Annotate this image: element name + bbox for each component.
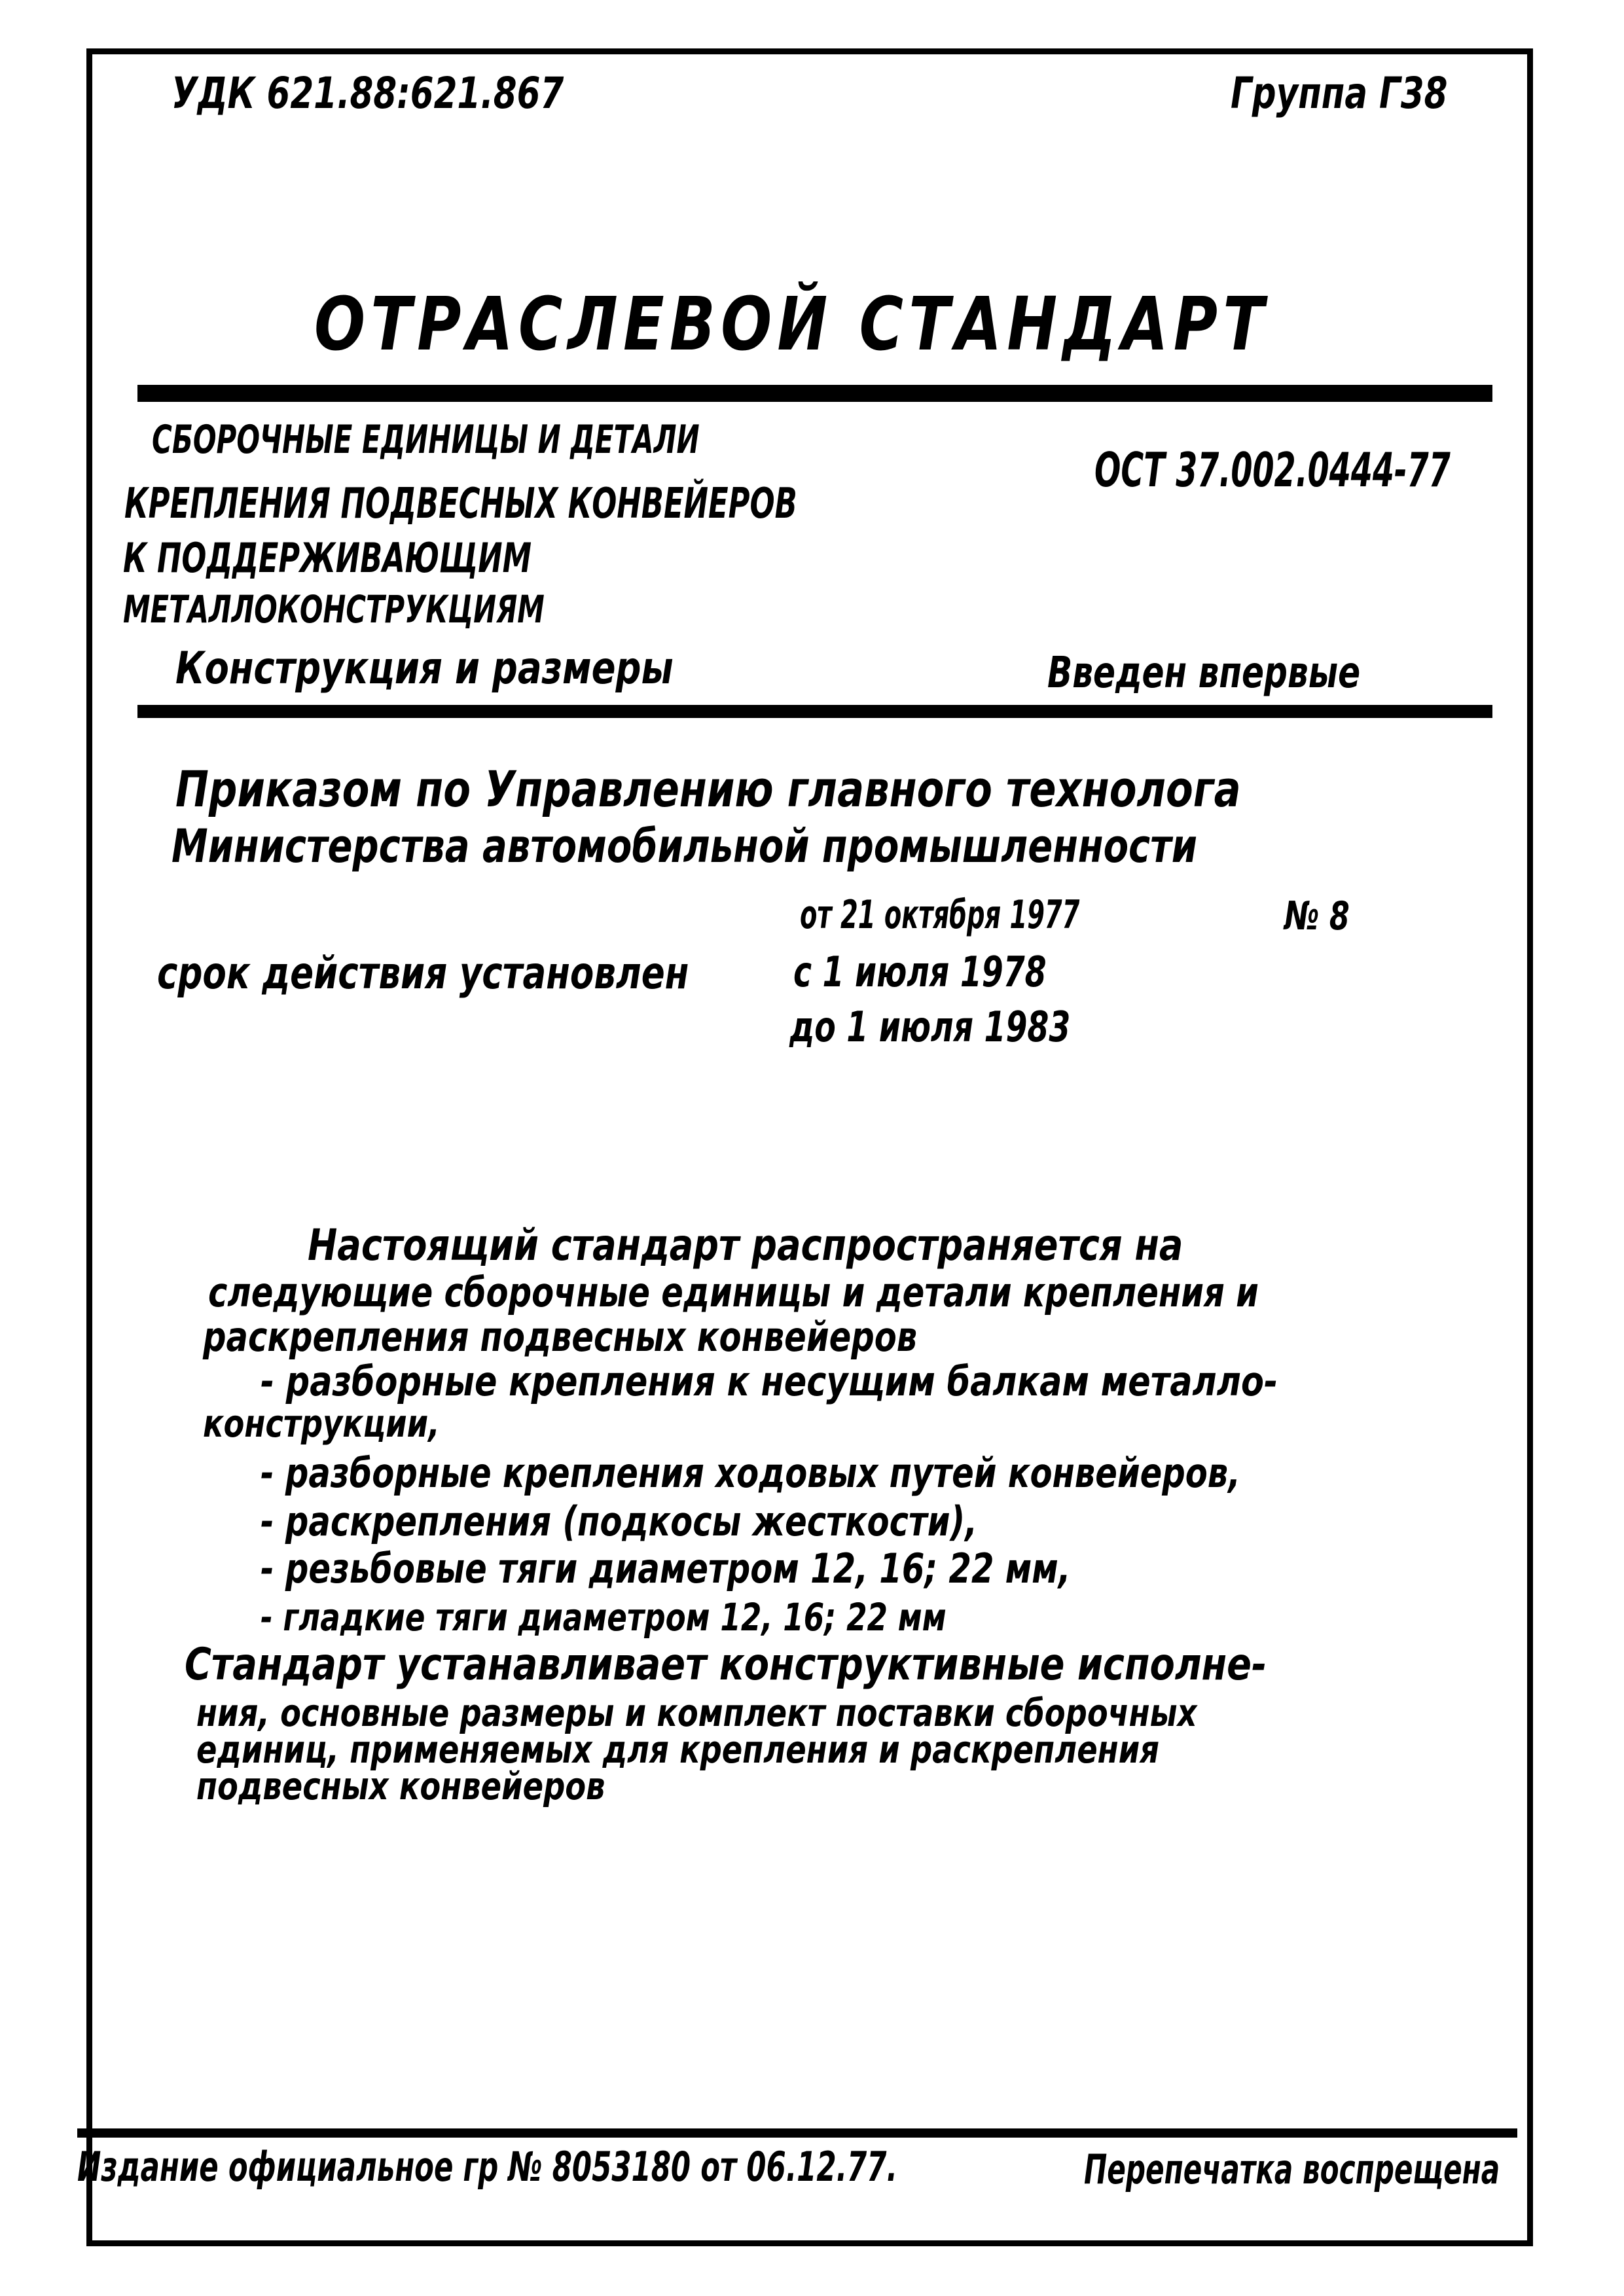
page-border: [86, 48, 1533, 2246]
subject-line-4: МЕТАЛЛОКОНСТРУКЦИЯМ: [123, 587, 545, 632]
body-line-8: - резьбовые тяги диаметром 12, 16; 22 мм,: [261, 1545, 1071, 1592]
body-line-5: конструкции,: [203, 1401, 440, 1446]
heavy-rule-bottom: [137, 705, 1492, 718]
subject-line-2: КРЕПЛЕНИЯ ПОДВЕСНЫХ КОНВЕЙЕРОВ: [124, 480, 797, 528]
body-line-7: - раскрепления (подкосы жесткости),: [261, 1498, 978, 1545]
page-title: ОТРАСЛЕВОЙ СТАНДАРТ: [314, 282, 1270, 367]
body-line-13: подвесных конвейеров: [196, 1764, 605, 1808]
order-line-1: Приказом по Управлению главного технолога: [175, 760, 1241, 818]
body-line-12: единиц, применяемых для крепления и раскрепления: [196, 1727, 1160, 1772]
subject-line-3: К ПОДДЕРЖИВАЮЩИМ: [123, 534, 532, 582]
subject-line-1: СБОРОЧНЫЕ ЕДИНИЦЫ И ДЕТАЛИ: [152, 417, 700, 463]
body-line-1: Настоящий стандарт распространяется на: [308, 1220, 1183, 1270]
udk-code: УДК 621.88:621.867: [171, 68, 564, 118]
reprint-notice: Перепечатка воспрещена: [1084, 2145, 1500, 2193]
status-badge: Введен впервые: [1047, 647, 1361, 698]
body-line-4: - разборные крепления к несущим балкам металло-: [261, 1357, 1278, 1405]
order-line-2: Министерства автомобильной промышленности: [171, 819, 1197, 873]
footer-rule: [77, 2128, 1517, 2138]
edition-note: Издание официальное гр № 8053180 от 06.12.77.: [77, 2143, 897, 2191]
body-line-6: - разборные крепления ходовых путей конвейеров,: [261, 1449, 1241, 1497]
heavy-rule-top: [137, 385, 1492, 402]
order-number: № 8: [1284, 893, 1350, 939]
valid-to: до 1 июля 1983: [789, 1003, 1071, 1052]
group-code: Группа Г38: [1231, 68, 1448, 118]
body-line-9: - гладкие тяги диаметром 12, 16; 22 мм: [261, 1595, 947, 1640]
valid-from: с 1 июля 1978: [793, 948, 1047, 997]
body-line-11: ния, основные размеры и комплект поставки сборочных: [196, 1691, 1197, 1735]
order-date: от 21 октября 1977: [800, 892, 1080, 938]
body-line-10: Стандарт устанавливает конструктивные исполне-: [185, 1639, 1267, 1691]
body-line-2: следующие сборочные единицы и детали крепления и: [208, 1268, 1259, 1316]
body-line-3: раскрепления подвесных конвейеров: [203, 1313, 918, 1361]
validity-label: срок действия установлен: [157, 948, 689, 999]
subject-subtitle: Конструкция и размеры: [175, 643, 674, 694]
standard-designation: ОСТ 37.002.0444-77: [1094, 442, 1451, 497]
